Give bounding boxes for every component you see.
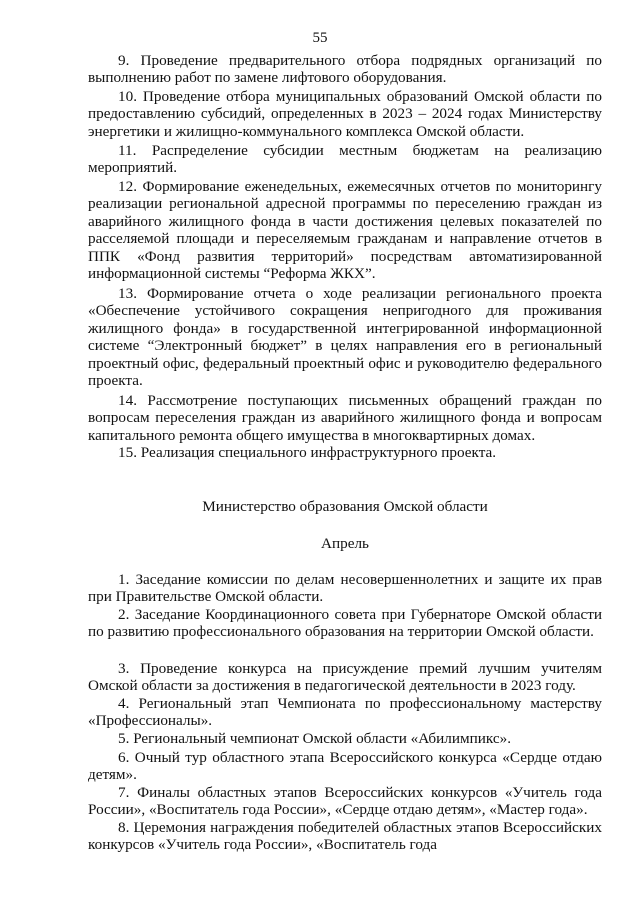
page-number: 55 <box>312 30 328 46</box>
list-item-8: 8. Церемония награждения победителей областных этапов Всероссийских конкурсов «Учитель года России», «Воспитатель года <box>88 819 602 854</box>
list-item-13: 13. Формирование отчета о ходе реализации регионального проекта «Обеспечение устойчивого сокращения непригодного для проживания жилищного фонда» в государственной интегрированной информационной системе “Электронный бюджет” в целях направления его в региональный проектный офис, федеральный проектный офис и руководителю федерального проекта. <box>88 285 602 390</box>
list-item-7: 7. Финалы областных этапов Всероссийских конкурсов «Учитель года России», «Воспитатель года России», «Сердце отдаю детям», «Мастер года». <box>88 784 602 819</box>
list-item-9: 9. Проведение предварительного отбора подрядных организаций по выполнению работ по замене лифтового оборудования. <box>88 52 602 87</box>
list-item-6: 6. Очный тур областного этапа Всероссийского конкурса «Сердце отдаю детям». <box>88 749 602 784</box>
month-heading: Апрель <box>321 535 369 552</box>
list-item-5: 5. Региональный чемпионат Омской области «Абилимпикс». <box>118 730 511 747</box>
list-item-3: 3. Проведение конкурса на присуждение премий лучшим учителям Омской области за достижения в педагогической деятельности в 2023 году. <box>88 660 602 695</box>
list-item-10: 10. Проведение отбора муниципальных образований Омской области по предоставлению субсидий, определенных в 2023 – 2024 годах Министерству энергетики и жилищно-коммунального комплекса Омской области. <box>88 88 602 140</box>
list-item-4: 4. Региональный этап Чемпионата по профессиональному мастерству «Профессионалы». <box>88 695 602 730</box>
list-item-14: 14. Рассмотрение поступающих письменных обращений граждан по вопросам переселения граждан из аварийного жилищного фонда и вопросам капитального ремонта общего имущества в многоквартирных домах. <box>88 392 602 444</box>
list-item-15: 15. Реализация специального инфраструктурного проекта. <box>118 444 497 461</box>
list-item-12: 12. Формирование еженедельных, ежемесячных отчетов по мониторингу реализации региональной адресной программы по переселению граждан из аварийного жилищного фонда в части достижения целевых показателей по расселяемой площади и переселяемым гражданам и направление отчетов в ППК «Фонд развития территорий» посредствам автоматизированной информационной системы “Реформа ЖКХ”. <box>88 178 602 283</box>
ministry-heading: Министерство образования Омской области <box>202 498 488 515</box>
list-item-1: 1. Заседание комиссии по делам несовершеннолетних и защите их прав при Правительстве Омской области. <box>88 571 602 606</box>
list-item-2: 2. Заседание Координационного совета при Губернаторе Омской области по развитию профессионального образования на территории Омской области. <box>88 606 602 641</box>
list-item-11: 11. Распределение субсидии местным бюджетам на реализацию мероприятий. <box>88 142 602 177</box>
